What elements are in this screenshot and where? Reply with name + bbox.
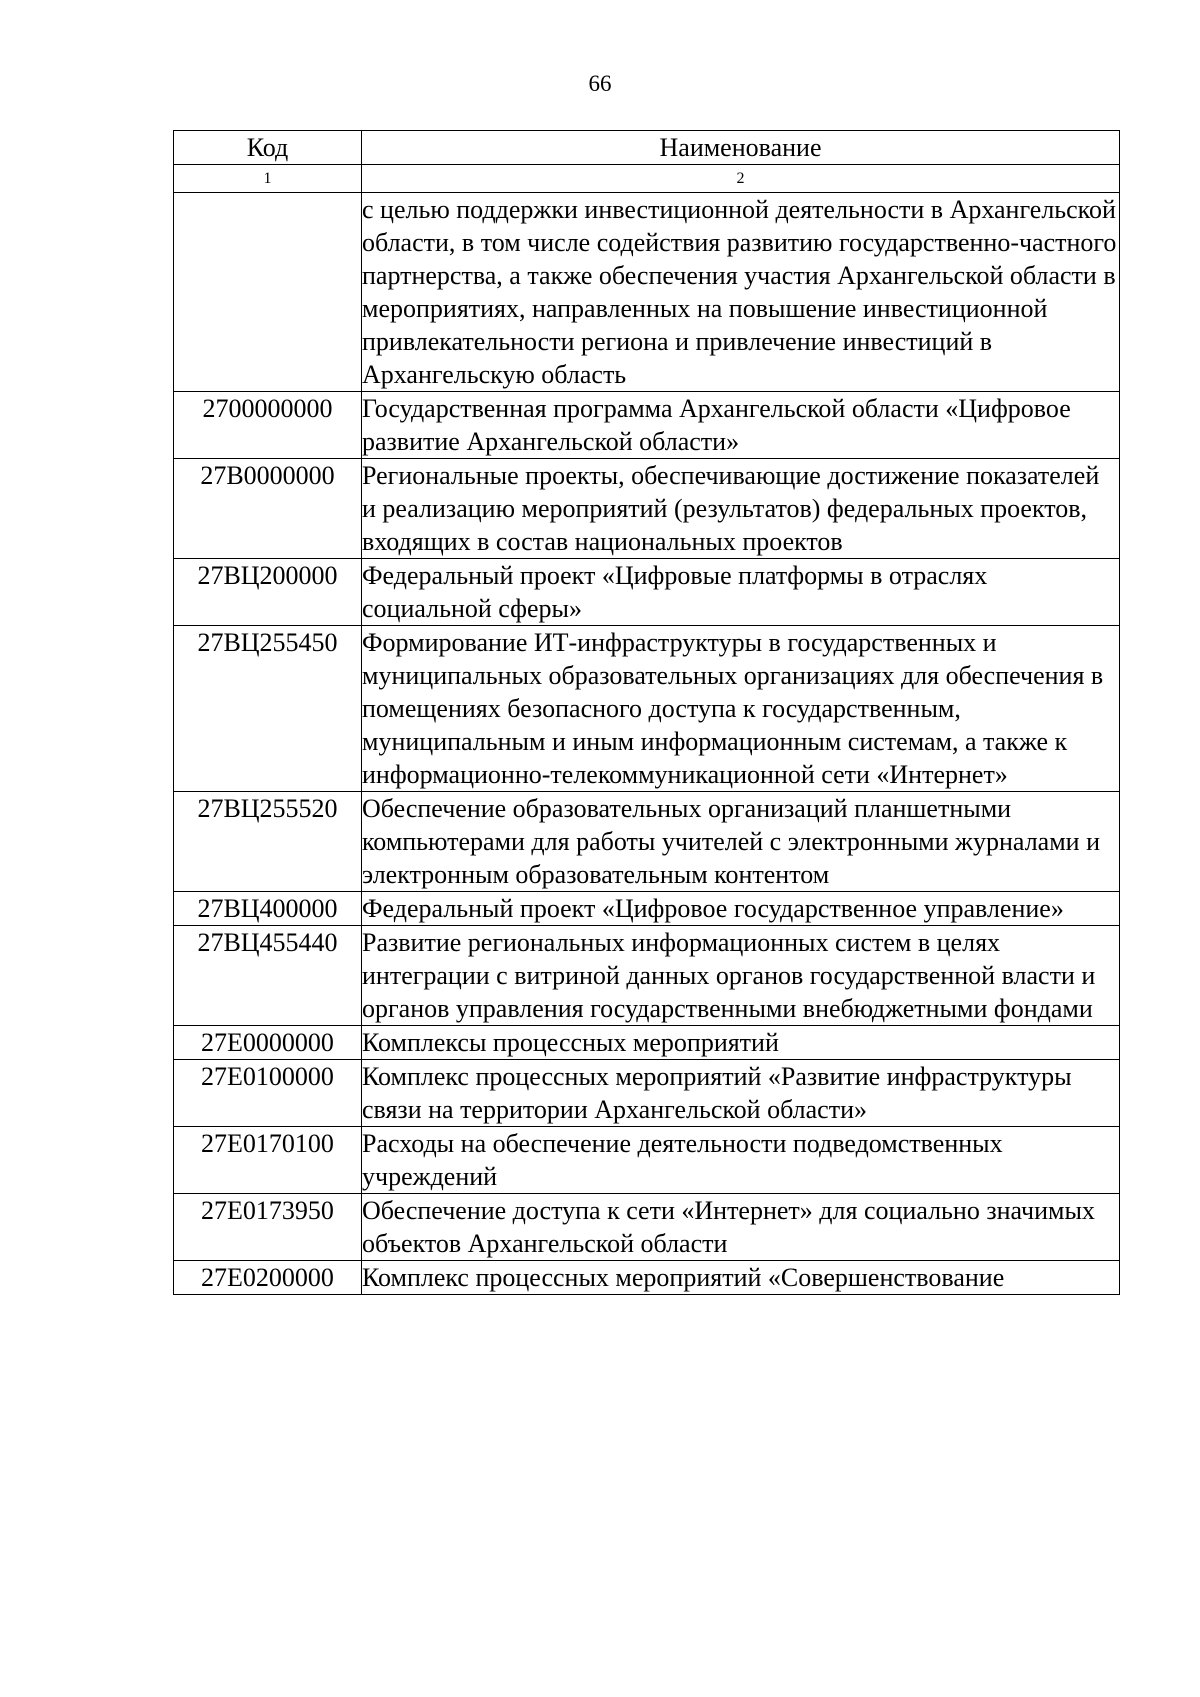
- name-cell: Федеральный проект «Цифровые платформы в отраслях социальной сферы»: [362, 559, 1120, 626]
- page-number: 66: [588, 71, 612, 96]
- name-cell: Государственная программа Архангельской области «Цифровое развитие Архангельской области»: [362, 392, 1120, 459]
- name-cell: Комплекс процессных мероприятий «Развитие инфраструктуры связи на территории Архангельской области»: [362, 1060, 1120, 1127]
- table-header-row: [174, 131, 1120, 165]
- name-column-header: Наименование: [362, 131, 1120, 165]
- name-cell: Расходы на обеспечение деятельности подведомственных учреждений: [362, 1127, 1120, 1194]
- name-cell: Развитие региональных информационных систем в целях интеграции с витриной данных органов государственной власти и органов управления государственными внебюджетными фондами: [362, 926, 1120, 1026]
- name-cell: с целью поддержки инвестиционной деятельности в Архангельской области, в том числе содействия развитию государственно-частного партнерства, а также обеспечения участия Архангельской области в мероприятиях, направленных на повышение инвестиционной привлекательности региона и привлечение инвестиций в Архангельскую область: [362, 193, 1120, 392]
- table-row: [174, 559, 1120, 626]
- name-cell: Комплекс процессных мероприятий «Совершенствование: [362, 1261, 1120, 1295]
- table-row: [174, 1194, 1120, 1261]
- code-cell: 27Е0100000: [174, 1060, 362, 1127]
- table-row: [174, 792, 1120, 892]
- table-row: [174, 926, 1120, 1026]
- code-cell: 27ВЦ200000: [174, 559, 362, 626]
- table-row: [174, 892, 1120, 926]
- budget-classification-table: [173, 130, 1120, 1295]
- table-row: [174, 626, 1120, 792]
- code-cell: [174, 193, 362, 392]
- table-row: [174, 1261, 1120, 1295]
- code-cell: 27ВЦ400000: [174, 892, 362, 926]
- code-cell: 27Е0000000: [174, 1026, 362, 1060]
- name-cell: Федеральный проект «Цифровое государственное управление»: [362, 892, 1120, 926]
- code-cell: 27Е0200000: [174, 1261, 362, 1295]
- code-column-header: Код: [174, 131, 362, 165]
- name-column-number: 2: [362, 165, 1120, 193]
- code-cell: 27ВЦ455440: [174, 926, 362, 1026]
- code-cell: 27Е0173950: [174, 1194, 362, 1261]
- code-cell: 27В0000000: [174, 459, 362, 559]
- table-row: [174, 392, 1120, 459]
- name-cell: Обеспечение доступа к сети «Интернет» для социально значимых объектов Архангельской области: [362, 1194, 1120, 1261]
- name-cell: Комплексы процессных мероприятий: [362, 1026, 1120, 1060]
- column-numbering-row: [174, 165, 1120, 193]
- code-cell: 27Е0170100: [174, 1127, 362, 1194]
- code-cell: 27ВЦ255450: [174, 626, 362, 792]
- name-cell: Формирование ИТ-инфраструктуры в государственных и муниципальных образовательных организациях для обеспечения в помещениях безопасного доступа к государственным, муниципальным и иным информационным системам, а также к информационно-телекоммуникационной сети «Интернет»: [362, 626, 1120, 792]
- table-row: [174, 1127, 1120, 1194]
- table-row: [174, 1026, 1120, 1060]
- name-cell: Обеспечение образовательных организаций планшетными компьютерами для работы учителей с электронными журналами и электронным образовательным контентом: [362, 792, 1120, 892]
- name-cell: Региональные проекты, обеспечивающие достижение показателей и реализацию мероприятий (результатов) федеральных проектов, входящих в состав национальных проектов: [362, 459, 1120, 559]
- table-row: [174, 459, 1120, 559]
- table-row: [174, 1060, 1120, 1127]
- table-row: [174, 193, 1120, 392]
- code-cell: 2700000000: [174, 392, 362, 459]
- code-cell: 27ВЦ255520: [174, 792, 362, 892]
- code-column-number: 1: [174, 165, 362, 193]
